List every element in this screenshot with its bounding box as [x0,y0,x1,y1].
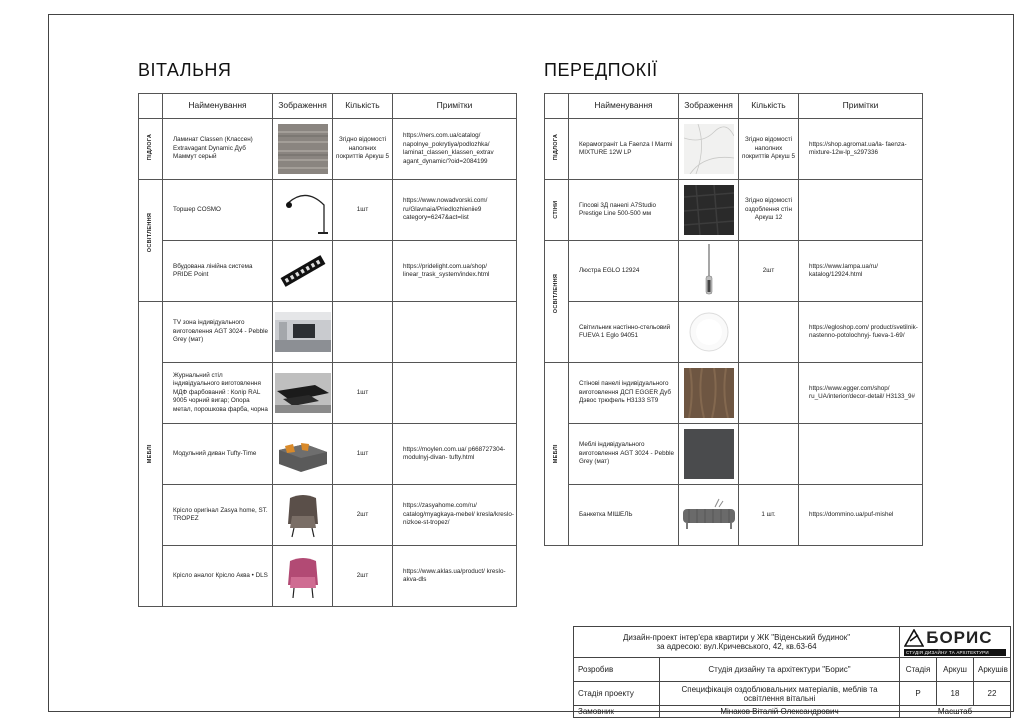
category-lighting: ОСВІТЛЕННЯ [545,241,569,363]
tv-zone-image [273,302,333,363]
logo-icon [904,629,924,647]
customer-name: Мінаков Віталій Олександрович [660,706,900,718]
3d-panel-image [679,180,739,241]
table-row [545,485,923,546]
item-name: Меблі індивідуального виготовлення AGT 3024 - Pebble Grey (мат) [569,424,679,485]
living-room-title: ВІТАЛЬНЯ [138,60,232,80]
project-title [574,627,900,658]
table-row [545,241,923,302]
title-block [573,626,1010,716]
category-furniture: МЕБЛІ [545,363,569,546]
item-name: Ламинат Classen (Классен) Extravagant Dynamic Дуб Маммут серый [163,119,273,180]
item-qty: 1шт [333,363,393,424]
table-row [545,363,923,424]
item-note: https://egloshop.com/ product/svetilnik- nastenno-potolochnyj- fueva-1-69/ [799,302,923,363]
living-room-table [138,93,517,607]
sheets-value: 22 [974,682,1011,706]
pendant-lamp-image [679,241,739,302]
table-row [139,119,517,180]
table-row [139,180,517,241]
item-qty: 2шт [739,241,799,302]
item-note [393,302,517,363]
sheets-label: Аркушів [974,658,1011,682]
item-qty: 1шт [333,180,393,241]
category-floor: ПІДЛОГА [545,119,569,180]
logo-subtitle: СТУДІЯ ДИЗАЙНУ ТА АРХІТЕКТУРИ [904,649,1006,656]
item-name: Торшер COSMO [163,180,273,241]
item-qty: Згідно відомості оздоблення стін Аркуш 12 [739,180,799,241]
item-name: Світильник настінно-стельовий FUEVA 1 Eglo 94051 [569,302,679,363]
table-row [545,180,923,241]
wood-panel-image [679,363,739,424]
table-row [139,546,517,607]
item-name: Гіпсові 3Д панелі A7Studio Prestige Line 500-500 мм [569,180,679,241]
item-note: https://dommino.ua/puf-mishel [799,485,923,546]
grey-panel-image [679,424,739,485]
item-note: https://ners.com.ua/catalog/ napolnye_pokrytiya/podlozhka/ laminat_classen_klassen_extrav agant_dynamic/?oid=2084199 [393,119,517,180]
linear-light-image [273,241,333,302]
sofa-image [273,424,333,485]
scale-label: Масштаб [900,706,1011,718]
table-header-row [139,94,517,119]
item-name: Журнальний стіл індивідуального виготовлення МДФ фарбований : Колір RAL 9005 чорний вигар; Опора метал, порошкова фарба, чорна [163,363,273,424]
item-name: Керамограніт La Faenza I Marmi MIXTURE 12W LP [569,119,679,180]
item-qty [739,363,799,424]
item-name: Крісло аналог Крісло Аква • DLS [163,546,273,607]
item-qty [333,241,393,302]
header-qty: Кількість [333,94,393,119]
project-address: за адресою: вул.Кричевського, 42, кв.63-64 [656,642,817,651]
sheet-label: Аркуш [937,658,974,682]
stage-value: Р [900,682,937,706]
category-lighting: ОСВІТЛЕННЯ [139,180,163,302]
bench-image [679,485,739,546]
armchair-original-image [273,485,333,546]
table-row [139,485,517,546]
stage-label: Стадія [900,658,937,682]
studio-logo [900,627,1011,658]
category-floor: ПІДЛОГА [139,119,163,180]
item-name: Вбудована лінійна система PRIDE Point [163,241,273,302]
project-name: Дизайн-проект інтер'єра квартири у ЖК "Віденський будинок" [622,633,851,642]
table-row [545,302,923,363]
item-note: https://www.nowadvorski.com/ ru/Glavnaia/Priedlozhieniie9 category=6247&act=list [393,180,517,241]
table-row [139,363,517,424]
item-note: https://shop.agromat.ua/la- faenza-mixture-12w-lp_s297336 [799,119,923,180]
item-name: Стінові панелі індивідуального виготовлення ДСП EGGER Дуб Дэвос трюфель H3133 ST9 [569,363,679,424]
item-note: https://pridelight.com.ua/shop/ linear_trask_system/index.html [393,241,517,302]
project-stage-label: Стадія проекту [574,682,660,706]
floor-lamp-image [273,180,333,241]
table-row [139,302,517,363]
header-image: Зображення [273,94,333,119]
item-qty: Згідно відомості наполних покриттів Аркуш 5 [739,119,799,180]
sheet-value: 18 [937,682,974,706]
item-qty: 2шт [333,485,393,546]
marble-tile-image [679,119,739,180]
item-qty: 1 шт. [739,485,799,546]
header-notes: Примітки [393,94,517,119]
item-note: https://moylen.com.ua/ p668727304-modulnyj-divan- tufty.html [393,424,517,485]
item-qty: 1шт [333,424,393,485]
table-header-row [545,94,923,119]
item-note [799,180,923,241]
item-note: https://zasyahome.com/ru/ catalog/myagkaya-mebel/ kresla/kreslo-nizkoe-st-tropez/ [393,485,517,546]
item-note [393,363,517,424]
header-notes: Примітки [799,94,923,119]
item-note: https://www.egger.com/shop/ ru_UA/interior/decor-detail/ H3133_9# [799,363,923,424]
item-qty: 2шт [333,546,393,607]
item-qty: Згідно відомості наполних покриттів Аркуш 5 [333,119,393,180]
logo-wordmark: БОРИС [926,628,993,647]
header-name: Найменування [163,94,273,119]
table-row [545,119,923,180]
table-row [139,424,517,485]
developer: Студія дизайну та архітектури "Борис" [660,658,900,682]
item-qty [333,302,393,363]
table-row [545,424,923,485]
customer-label: Замовник [574,706,660,718]
item-qty [739,424,799,485]
item-name: Модульний диван Tufty-Time [163,424,273,485]
item-qty [739,302,799,363]
developed-label: Розробив [574,658,660,682]
category-furniture: МЕБЛІ [139,302,163,607]
table-row [139,241,517,302]
header-name: Найменування [569,94,679,119]
item-name: Люстра EGLO 12924 [569,241,679,302]
coffee-table-image [273,363,333,424]
armchair-analog-image [273,546,333,607]
category-walls: СТІНИ [545,180,569,241]
hallway-table [544,93,923,546]
item-name: Крісло оригінал Zasya home, ST. TROPEZ [163,485,273,546]
item-note [799,424,923,485]
item-name: Банкетка МІШЕЛЬ [569,485,679,546]
hallway-title: ПЕРЕДПОКІЇ [544,60,658,80]
laminate-image [273,119,333,180]
item-note: https://www.lampa.ua/ru/ katalog/12924.html [799,241,923,302]
header-qty: Кількість [739,94,799,119]
item-name: TV зона індивідуального виготовлення AGT 3024 - Pebble Grey (мат) [163,302,273,363]
header-image: Зображення [679,94,739,119]
document-title: Специфікація оздоблювальних матеріалів, меблів та освітлення вітальні [660,682,900,706]
ceiling-light-image [679,302,739,363]
item-note: https://www.aklas.ua/product/ kreslo-akva-dls [393,546,517,607]
